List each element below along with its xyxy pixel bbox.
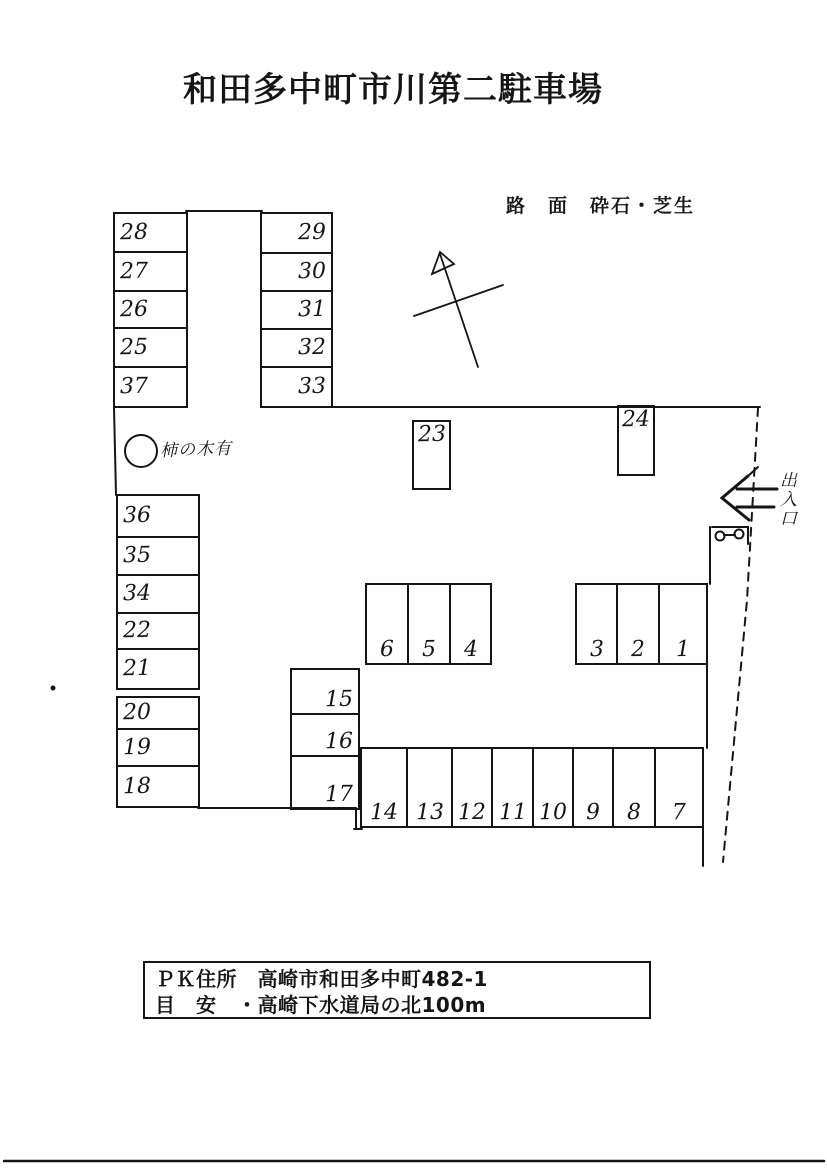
parking-space-3	[575, 583, 618, 665]
parking-space-33	[260, 366, 333, 408]
space-label: 10	[538, 799, 568, 826]
page-title: 和田多中町市川第二駐車場	[183, 70, 603, 110]
parking-space-16	[290, 713, 360, 757]
parking-space-30	[260, 252, 333, 292]
chain-gate-icon	[712, 527, 748, 544]
parking-space-20	[116, 696, 200, 730]
space-label: 37	[119, 373, 149, 400]
tree-annotation: 柿の木有	[159, 438, 233, 462]
parking-space-1	[658, 583, 708, 665]
space-label: 14	[369, 799, 399, 826]
space-label: 6	[379, 636, 395, 663]
space-label: 12	[457, 799, 487, 826]
space-label: 25	[119, 334, 149, 360]
tree-circle-icon	[125, 435, 157, 467]
space-label: 27	[119, 258, 149, 284]
scan-speck	[52, 687, 55, 690]
space-label: 18	[122, 773, 152, 799]
space-label: 1	[675, 636, 691, 663]
space-label: 3	[589, 636, 604, 663]
parking-space-17	[290, 755, 360, 810]
address-info-box	[143, 961, 651, 1019]
parking-space-36	[116, 494, 200, 538]
space-label: 26	[119, 296, 149, 322]
parking-space-10	[532, 747, 574, 828]
space-label: 28	[119, 219, 149, 245]
wall-left-connector	[114, 407, 116, 495]
parking-space-14	[360, 747, 408, 828]
parking-space-11	[491, 747, 534, 828]
wall-south	[198, 808, 362, 829]
space-label: 24	[621, 406, 651, 433]
parking-space-24	[617, 405, 655, 476]
space-label: 23	[417, 421, 446, 448]
parking-space-5	[407, 583, 451, 665]
parking-space-8	[612, 747, 656, 828]
address-line: ＰＫ住所 高崎市和田多中町482-1	[155, 967, 488, 991]
space-label: 36	[122, 502, 152, 529]
parking-space-29	[260, 212, 333, 254]
space-label: 21	[122, 655, 152, 682]
parking-space-31	[260, 290, 333, 330]
space-label: 19	[122, 734, 152, 760]
space-label: 13	[415, 799, 444, 826]
entrance-arrow-icon	[722, 467, 777, 520]
surface-note: 路 面 砕石・芝生	[506, 195, 696, 217]
space-label: 32	[297, 334, 327, 361]
space-label: 5	[421, 636, 437, 663]
space-label: 11	[498, 799, 527, 826]
parking-space-35	[116, 536, 200, 576]
space-label: 31	[297, 296, 327, 323]
space-label: 15	[324, 686, 354, 713]
parking-space-28	[113, 212, 188, 253]
space-label: 17	[324, 781, 354, 808]
space-label: 9	[585, 799, 601, 826]
space-label: 20	[122, 699, 152, 726]
parking-space-6	[365, 583, 409, 665]
landmark-line: 目 安 ・高崎下水道局の北100m	[155, 993, 487, 1017]
parking-space-25	[113, 327, 188, 368]
parking-space-12	[451, 747, 493, 828]
parking-space-26	[113, 290, 188, 329]
space-label: 33	[297, 373, 327, 400]
entrance-exit-label: 出入口	[776, 471, 796, 528]
parking-space-22	[116, 612, 200, 650]
parking-space-27	[113, 251, 188, 292]
road-boundary-dashed-line	[723, 408, 758, 862]
space-label: 8	[626, 799, 642, 826]
space-label: 22	[122, 617, 152, 644]
parking-space-2	[616, 583, 660, 665]
space-label: 30	[297, 258, 327, 285]
space-label: 29	[297, 219, 327, 246]
parking-space-13	[406, 747, 453, 828]
parking-space-7	[654, 747, 704, 828]
parking-space-4	[449, 583, 492, 665]
parking-space-18	[116, 765, 200, 808]
space-label: 34	[122, 580, 152, 607]
space-label: 4	[463, 636, 478, 663]
north-arrow-icon	[414, 252, 503, 367]
parking-space-34	[116, 574, 200, 614]
space-label: 35	[122, 542, 152, 569]
parking-space-19	[116, 728, 200, 767]
space-label: 16	[324, 728, 354, 755]
parking-space-21	[116, 648, 200, 690]
space-label: 7	[671, 799, 687, 826]
parking-space-23	[412, 420, 451, 490]
parking-space-37	[113, 366, 188, 408]
parking-space-9	[572, 747, 614, 828]
parking-space-32	[260, 328, 333, 368]
parking-space-15	[290, 668, 360, 715]
space-label: 2	[630, 636, 646, 663]
